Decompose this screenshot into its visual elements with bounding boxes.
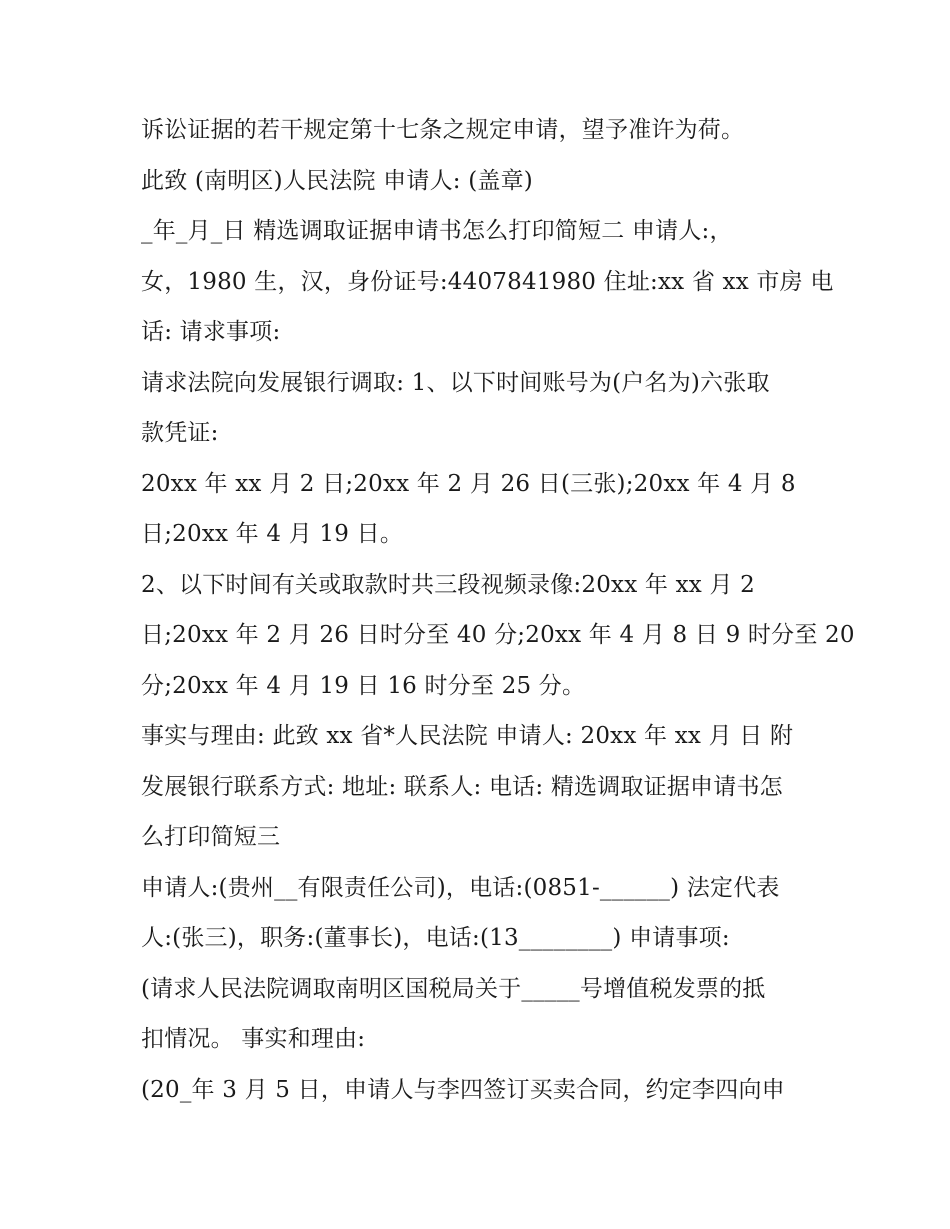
text-line: 分;20xx 年 4 月 19 日 16 时分至 25 分。 [141, 672, 586, 699]
text-line: 人:(张三)，职务:(董事长)，电话:(13________) 申请事项: [141, 925, 730, 951]
text-line: 么打印简短三 [141, 824, 281, 850]
text-line: _年_月_日 精选调取证据申请书怎么打印简短二 申请人:， [141, 218, 733, 244]
text-line: 日;20xx 年 2 月 26 日时分至 40 分;20xx 年 4 月 8 日 9 时分至 20 [141, 622, 855, 648]
text-line: 2、以下时间有关或取款时共三段视频录像:20xx 年 xx 月 2 [141, 571, 756, 598]
text-line: 女，1980 生，汉，身份证号:4407841980 住址:xx 省 xx 市房 电 [141, 268, 834, 295]
text-line: 事实与理由: 此致 xx 省*人民法院 申请人: 20xx 年 xx 月 日 附 [141, 723, 794, 749]
text-line: 诉讼证据的若干规定第十七条之规定申请，望予准许为荷。 [141, 117, 745, 143]
text-line: 款凭证: [141, 420, 219, 446]
text-line: 话: 请求事项: [141, 319, 281, 345]
text-line: 扣情况。 事实和理由: [141, 1026, 366, 1052]
text-line: 日;20xx 年 4 月 19 日。 [141, 521, 404, 547]
text-line: 此致 (南明区)人民法院 申请人: (盖章) [141, 167, 533, 194]
document-body [141, 105, 855, 1115]
text-line: 20xx 年 xx 月 2 日;20xx 年 2 月 26 日(三张);20xx 年 4 月 8 [141, 470, 796, 497]
text-line: 请求法院向发展银行调取: 1、以下时间账号为(户名为)六张取 [141, 369, 770, 396]
text-line: (20_年 3 月 5 日，申请人与李四签订买卖合同，约定李四向申 [141, 1076, 785, 1103]
text-line: 发展银行联系方式: 地址: 联系人: 电话: 精选调取证据申请书怎 [141, 773, 783, 800]
text-line: (请求人民法院调取南明区国税局关于_____号增值税发票的抵 [141, 975, 766, 1002]
text-line: 申请人:(贵州__有限责任公司)，电话:(0851-______) 法定代表 [141, 874, 780, 901]
